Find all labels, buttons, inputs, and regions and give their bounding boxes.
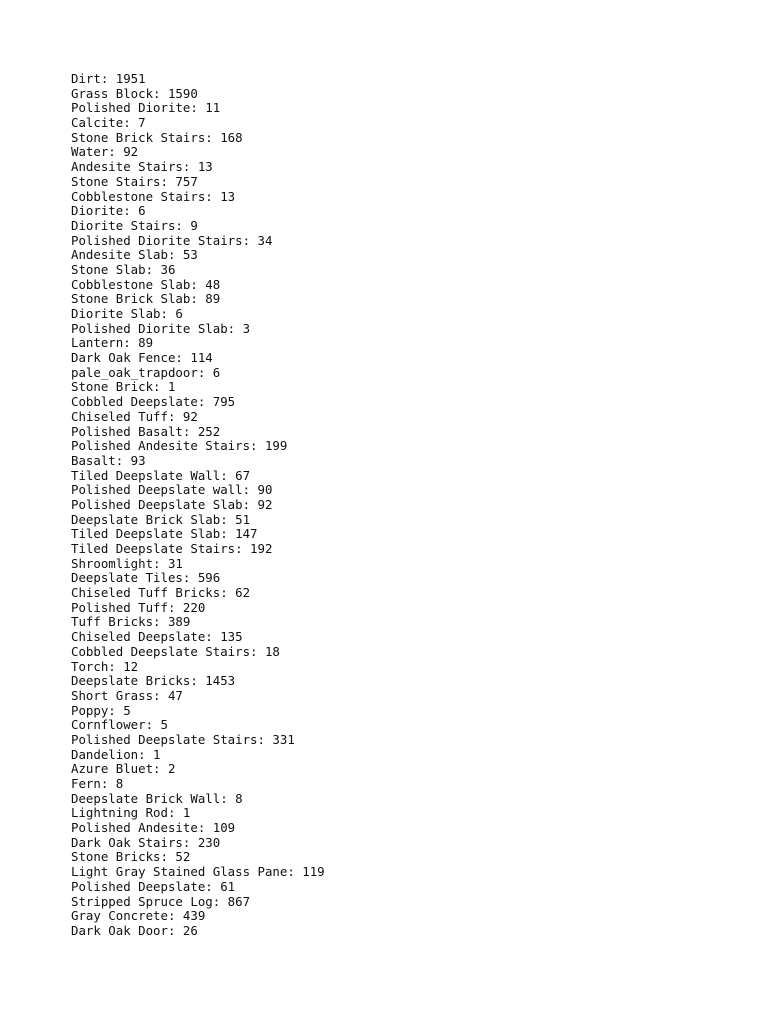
list-item: Stone Slab: 36: [71, 261, 176, 277]
list-item: Lantern: 89: [71, 335, 154, 351]
list-item: Dirt: 1951: [71, 71, 146, 86]
list-item: Torch: 12: [71, 658, 139, 674]
list-item: Deepslate Bricks: 1453: [71, 673, 236, 689]
list-item: Tiled Deepslate Wall: 67: [71, 467, 251, 483]
list-item: Grass Block: 1590: [71, 85, 198, 101]
list-item: Andesite Slab: 53: [71, 247, 198, 263]
list-item: Poppy: 5: [71, 702, 131, 718]
list-item: Gray Concrete: 439: [71, 908, 206, 924]
list-item: Shroomlight: 31: [71, 555, 183, 571]
list-item: Calcite: 7: [71, 115, 146, 131]
list-item: Lightning Rod: 1: [71, 805, 191, 821]
list-item: Tiled Deepslate Stairs: 192: [71, 541, 273, 556]
list-item: Short Grass: 47: [71, 687, 183, 703]
list-item: Stripped Spruce Log: 867: [71, 893, 251, 909]
list-item: Fern: 8: [71, 776, 124, 791]
list-item: Deepslate Brick Slab: 51: [71, 511, 251, 527]
list-item: Polished Deepslate: 61: [71, 878, 236, 894]
list-item: Light Gray Stained Glass Pane: 119: [71, 864, 325, 880]
list-item: Diorite: 6: [71, 203, 146, 219]
list-item: Water: 92: [71, 144, 139, 160]
list-item: Polished Diorite: 11: [71, 100, 221, 116]
list-item: Chiseled Deepslate: 135: [71, 629, 243, 645]
list-item: Polished Deepslate wall: 90: [71, 482, 273, 498]
list-item: Dark Oak Fence: 114: [71, 350, 213, 366]
list-item: Diorite Slab: 6: [71, 306, 183, 321]
list-item: Deepslate Tiles: 596: [71, 570, 221, 586]
list-item: Polished Deepslate Slab: 92: [71, 496, 273, 512]
list-item: Dandelion: 1: [71, 746, 161, 762]
list-item: Stone Bricks: 52: [71, 849, 191, 865]
list-item: Polished Diorite Stairs: 34: [71, 232, 273, 248]
list-item: Polished Andesite Stairs: 199: [71, 438, 288, 454]
list-item: Polished Tuff: 220: [71, 599, 206, 615]
list-item: Stone Brick: 1: [71, 379, 176, 395]
list-item: Stone Brick Stairs: 168: [71, 129, 243, 145]
list-item: Tiled Deepslate Slab: 147: [71, 526, 258, 542]
list-item: Chiseled Tuff: 92: [71, 408, 198, 424]
list-item: Cobbled Deepslate: 795: [71, 394, 236, 410]
list-item: pale_oak_trapdoor: 6: [71, 364, 221, 380]
list-item: Polished Diorite Slab: 3: [71, 320, 251, 336]
material-list: [71, 72, 325, 939]
list-item: Dark Oak Stairs: 230: [71, 834, 221, 850]
list-item: Polished Deepslate Stairs: 331: [71, 731, 295, 747]
list-item: Diorite Stairs: 9: [71, 217, 198, 233]
list-item: Chiseled Tuff Bricks: 62: [71, 585, 251, 601]
list-item: Stone Stairs: 757: [71, 173, 198, 189]
list-item: Cobbled Deepslate Stairs: 18: [71, 643, 280, 659]
list-item: Azure Bluet: 2: [71, 761, 176, 777]
list-item: Basalt: 93: [71, 452, 146, 468]
list-item: Deepslate Brick Wall: 8: [71, 790, 243, 806]
list-item: Cobblestone Slab: 48: [71, 276, 221, 292]
list-item: Cobblestone Stairs: 13: [71, 188, 236, 204]
list-item: Stone Brick Slab: 89: [71, 291, 221, 307]
list-item: Andesite Stairs: 13: [71, 159, 213, 175]
list-item: Dark Oak Door: 26: [71, 922, 198, 938]
list-item: Polished Basalt: 252: [71, 423, 221, 439]
list-item: Polished Andesite: 109: [71, 820, 236, 836]
list-item: Tuff Bricks: 389: [71, 614, 191, 630]
list-item: Cornflower: 5: [71, 717, 168, 733]
